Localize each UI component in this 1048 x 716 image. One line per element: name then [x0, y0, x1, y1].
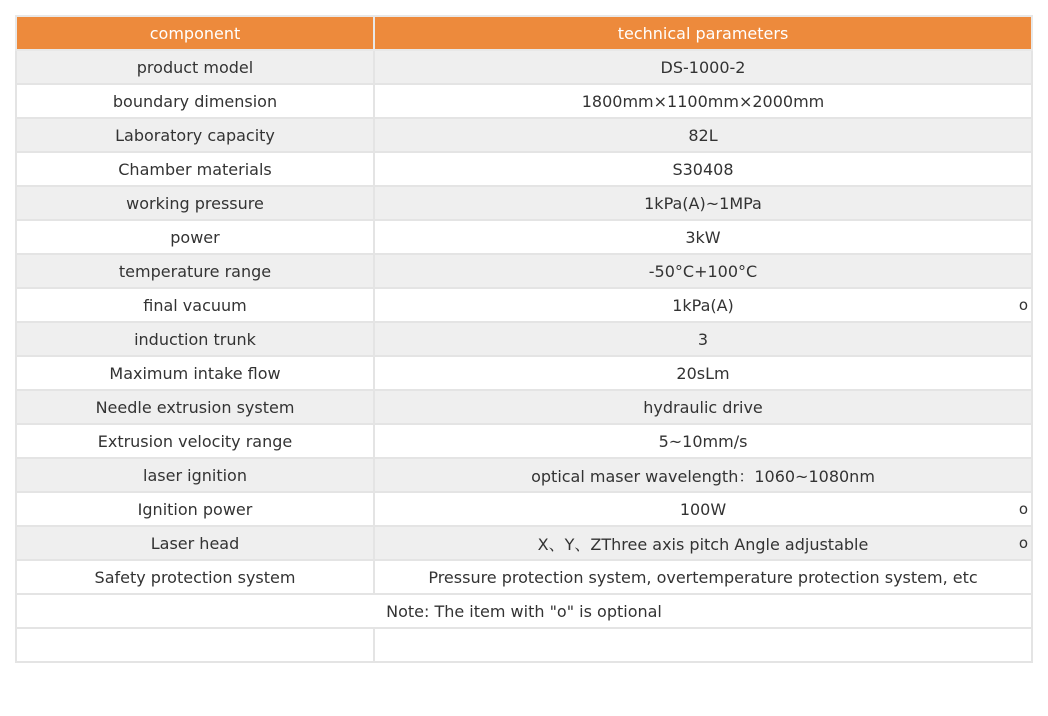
parameter-value: 1800mm×1100mm×2000mm: [581, 91, 825, 111]
parameter-cell: [374, 322, 1032, 356]
parameter-value: 82L: [688, 125, 718, 145]
table-row: [16, 322, 1032, 356]
component-cell: Laser head: [16, 526, 374, 560]
parameter-cell: [374, 526, 1032, 560]
component-cell: temperature range: [16, 254, 374, 288]
optional-marker: o: [1018, 534, 1028, 552]
table-row: [16, 458, 1032, 492]
table-row: [16, 50, 1032, 84]
parameter-value: 1kPa(A): [672, 295, 734, 315]
component-cell: Chamber materials: [16, 152, 374, 186]
parameter-cell: [374, 220, 1032, 254]
empty-cell: [374, 628, 1032, 662]
table-row: [16, 492, 1032, 526]
table-row: [16, 254, 1032, 288]
table-row: [16, 424, 1032, 458]
component-cell: power: [16, 220, 374, 254]
parameter-cell: [374, 186, 1032, 220]
parameter-cell: [374, 84, 1032, 118]
table-row: [16, 390, 1032, 424]
component-cell: Extrusion velocity range: [16, 424, 374, 458]
table-row: [16, 186, 1032, 220]
table-row: [16, 288, 1032, 322]
parameter-value: 100W: [679, 499, 727, 519]
component-cell: working pressure: [16, 186, 374, 220]
table-row: [16, 84, 1032, 118]
empty-row: [16, 628, 1032, 662]
parameter-value: -50°C+100°C: [648, 261, 758, 281]
component-cell: Maximum intake flow: [16, 356, 374, 390]
optional-marker: o: [1018, 296, 1028, 314]
header-component: component: [16, 16, 374, 50]
header-row: [16, 16, 1032, 50]
table-row: [16, 152, 1032, 186]
parameter-cell: [374, 458, 1032, 492]
parameter-value: hydraulic drive: [643, 397, 763, 417]
component-cell: Needle extrusion system: [16, 390, 374, 424]
component-cell: induction trunk: [16, 322, 374, 356]
note-row: [16, 594, 1032, 628]
parameter-value: S30408: [672, 159, 734, 179]
parameter-value: DS-1000-2: [660, 57, 746, 77]
parameter-value: 1kPa(A)~1MPa: [644, 193, 762, 213]
component-cell: product model: [16, 50, 374, 84]
parameter-cell: [374, 560, 1032, 594]
parameter-cell: [374, 424, 1032, 458]
component-cell: boundary dimension: [16, 84, 374, 118]
parameter-value: Pressure protection system, overtemperature protection system, etc: [428, 567, 978, 587]
parameter-cell: [374, 390, 1032, 424]
component-cell: laser ignition: [16, 458, 374, 492]
component-cell: final vacuum: [16, 288, 374, 322]
component-cell: Ignition power: [16, 492, 374, 526]
parameter-cell: [374, 152, 1032, 186]
parameter-cell: [374, 50, 1032, 84]
table-row: [16, 220, 1032, 254]
component-cell: Safety protection system: [16, 560, 374, 594]
empty-cell: [16, 628, 374, 662]
table-row: [16, 118, 1032, 152]
parameter-value: X、Y、ZThree axis pitch Angle adjustable: [537, 534, 869, 554]
parameter-cell: [374, 356, 1032, 390]
parameter-value: 3: [697, 329, 709, 349]
table-row: [16, 560, 1032, 594]
parameter-value: 3kW: [685, 227, 721, 247]
parameter-value: optical maser wavelength：1060~1080nm: [531, 466, 875, 486]
optional-marker: o: [1018, 500, 1028, 518]
parameter-cell: [374, 254, 1032, 288]
spec-body: [16, 50, 1032, 662]
parameter-cell: [374, 288, 1032, 322]
component-cell: Laboratory capacity: [16, 118, 374, 152]
table-row: [16, 356, 1032, 390]
parameter-cell: [374, 492, 1032, 526]
parameter-cell: [374, 118, 1032, 152]
note-text: Note: The item with "o" is optional: [16, 594, 1032, 628]
header-parameters: technical parameters: [374, 16, 1032, 50]
table-row: [16, 526, 1032, 560]
parameter-value: 20sLm: [676, 363, 730, 383]
spec-table: [15, 15, 1033, 663]
parameter-value: 5~10mm/s: [658, 431, 748, 451]
